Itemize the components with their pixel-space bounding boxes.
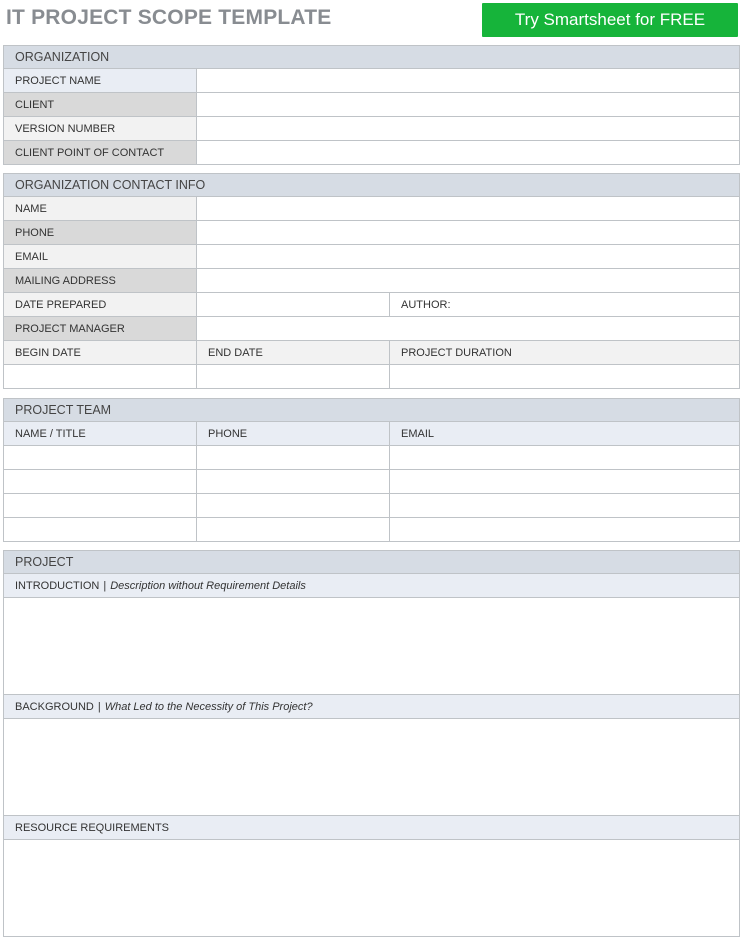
begin-date-field[interactable] — [4, 365, 197, 388]
form-row — [3, 245, 740, 269]
team-heading: PROJECT TEAM — [4, 399, 739, 421]
project-section — [3, 550, 740, 937]
team-phone-cell[interactable] — [197, 470, 390, 493]
email-column: EMAIL — [390, 422, 739, 445]
introduction-title: INTRODUCTION — [15, 579, 100, 592]
table-row — [3, 494, 740, 518]
team-email-cell[interactable] — [390, 446, 739, 469]
team-phone-cell[interactable] — [197, 518, 390, 541]
client-label: CLIENT — [4, 93, 197, 116]
background-description: What Led to the Necessity of This Project? — [104, 700, 313, 713]
contact-heading: ORGANIZATION CONTACT INFO — [4, 174, 739, 196]
try-smartsheet-button[interactable]: Try Smartsheet for FREE — [482, 3, 738, 37]
author-field[interactable]: AUTHOR: — [401, 298, 451, 311]
background-title: BACKGROUND — [15, 700, 94, 713]
section-header — [3, 173, 740, 197]
table-row — [3, 446, 740, 470]
mailing-address-field[interactable] — [197, 269, 739, 292]
phone-field[interactable] — [197, 221, 739, 244]
client-contact-label: CLIENT POINT OF CONTACT — [4, 141, 197, 164]
contact-section — [3, 173, 740, 389]
email-field[interactable] — [197, 245, 739, 268]
project-duration-field[interactable] — [390, 365, 739, 388]
begin-date-label: BEGIN DATE — [4, 341, 197, 364]
client-field[interactable] — [197, 93, 739, 116]
resource-requirements-textarea[interactable] — [3, 840, 740, 937]
form-row — [3, 269, 740, 293]
resource-requirements-label: RESOURCE REQUIREMENTS — [4, 816, 739, 839]
form-row — [3, 141, 740, 165]
team-name-cell[interactable] — [4, 446, 197, 469]
version-number-label: VERSION NUMBER — [4, 117, 197, 140]
name-title-column: NAME / TITLE — [4, 422, 197, 445]
table-row — [3, 470, 740, 494]
team-email-cell[interactable] — [390, 494, 739, 517]
project-name-field[interactable] — [197, 69, 739, 92]
table-header-row — [3, 422, 740, 446]
section-header — [3, 398, 740, 422]
section-header — [3, 45, 740, 69]
subsection-header — [3, 574, 740, 598]
phone-label: PHONE — [4, 221, 197, 244]
version-number-field[interactable] — [197, 117, 739, 140]
name-label: NAME — [4, 197, 197, 220]
team-name-cell[interactable] — [4, 518, 197, 541]
project-manager-field[interactable] — [197, 317, 739, 340]
date-prepared-field[interactable] — [197, 293, 390, 316]
introduction-textarea[interactable] — [3, 598, 740, 695]
team-phone-cell[interactable] — [197, 446, 390, 469]
team-email-cell[interactable] — [390, 470, 739, 493]
subsection-header — [3, 816, 740, 840]
project-manager-label: PROJECT MANAGER — [4, 317, 197, 340]
project-name-label: PROJECT NAME — [4, 69, 197, 92]
form-row — [3, 341, 740, 365]
form-row — [3, 221, 740, 245]
page-title: IT PROJECT SCOPE TEMPLATE — [6, 6, 332, 29]
form-row — [3, 197, 740, 221]
end-date-field[interactable] — [197, 365, 390, 388]
form-row — [3, 69, 740, 93]
subsection-header — [3, 695, 740, 719]
form-row — [3, 365, 740, 389]
date-prepared-label: DATE PREPARED — [4, 293, 197, 316]
name-field[interactable] — [197, 197, 739, 220]
project-duration-label: PROJECT DURATION — [390, 341, 739, 364]
phone-column: PHONE — [197, 422, 390, 445]
team-name-cell[interactable] — [4, 470, 197, 493]
introduction-description: Description without Requirement Details — [110, 579, 306, 592]
team-name-cell[interactable] — [4, 494, 197, 517]
background-textarea[interactable] — [3, 719, 740, 816]
mailing-address-label: MAILING ADDRESS — [4, 269, 197, 292]
section-header — [3, 550, 740, 574]
table-row — [3, 518, 740, 542]
team-phone-cell[interactable] — [197, 494, 390, 517]
client-contact-field[interactable] — [197, 141, 739, 164]
introduction-label — [4, 574, 739, 597]
separator: | — [97, 700, 101, 713]
project-heading: PROJECT — [4, 551, 739, 573]
team-email-cell[interactable] — [390, 518, 739, 541]
form-row — [3, 317, 740, 341]
form-row — [3, 93, 740, 117]
organization-heading: ORGANIZATION — [4, 46, 739, 68]
form-row — [3, 293, 740, 317]
email-label: EMAIL — [4, 245, 197, 268]
organization-section — [3, 45, 740, 165]
form-row — [3, 117, 740, 141]
separator: | — [103, 579, 107, 592]
end-date-label: END DATE — [197, 341, 390, 364]
team-section — [3, 398, 740, 542]
background-label — [4, 695, 739, 718]
